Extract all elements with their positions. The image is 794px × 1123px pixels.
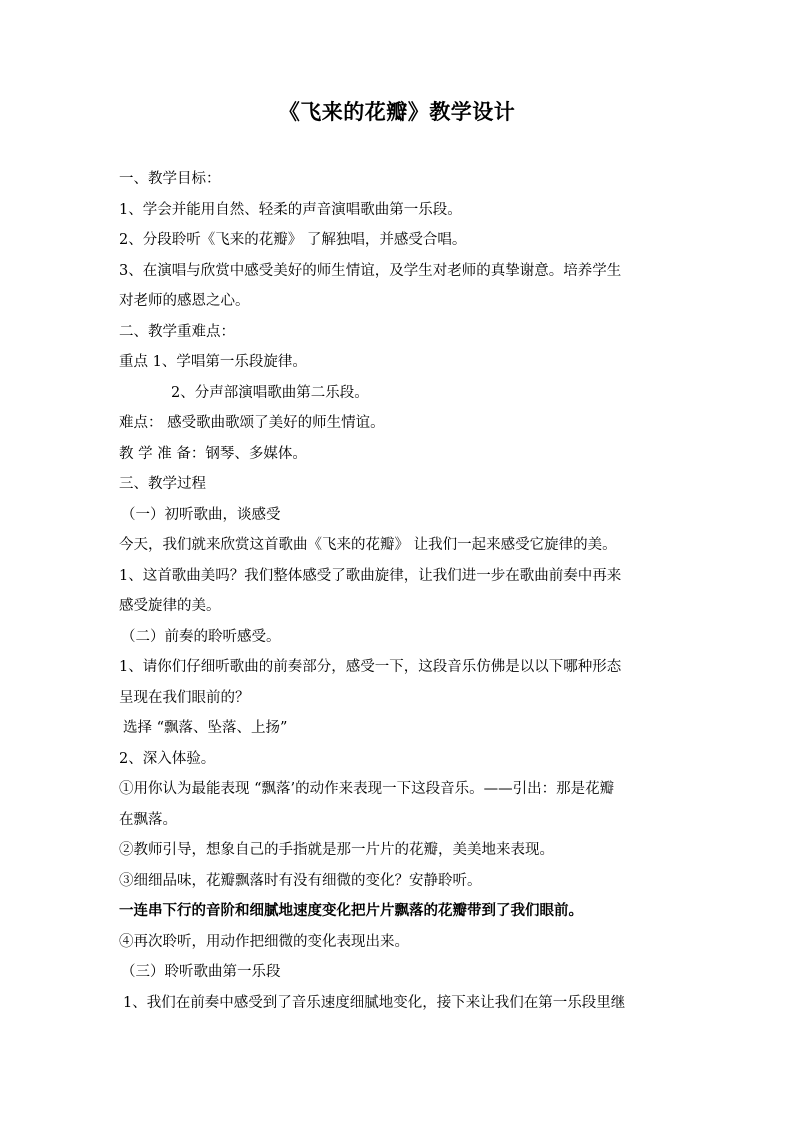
paragraph-2-cont: 呈现在我们眼前的？	[119, 689, 250, 706]
subsection-1: （一）初听歌曲，谈感受	[121, 506, 281, 523]
emphasis-line: 一连串下行的音阶和细腻地速度变化把片片飘落的花瓣带到了我们眼前。	[119, 902, 583, 919]
section-heading-key-points: 二、教学重难点：	[119, 323, 235, 340]
paragraph-2: 1、请你们仔细听歌曲的前奏部分，感受一下，这段音乐仿佛是以以下哪种形态	[119, 659, 622, 675]
section-heading-objectives: 一、教学目标：	[119, 171, 221, 187]
objective-3-cont: 对老师的感恩之心。	[119, 293, 250, 309]
choice-line: 选择 “飘落、坠落、上扬”	[123, 720, 288, 736]
document-title: 《飞来的花瓣》教学设计	[278, 99, 516, 124]
step-circle-1: ①用你认为最能表现 “飘落’的动作来表现一下这段音乐。——引出：那是花瓣	[119, 781, 615, 797]
step-circle-4: ④再次聆听，用动作把细微的变化表现出来。	[119, 933, 409, 950]
key-point-1: 重点 1、学唱第一乐段旋律。	[119, 354, 307, 370]
subsection-3: （三）聆听歌曲第一乐段	[121, 964, 281, 980]
teaching-preparation: 教 学 准 备：钢琴、多媒体。	[119, 445, 307, 462]
key-point-2: 2、分声部演唱歌曲第二乐段。	[171, 384, 369, 401]
step-circle-1-cont: 在飘落。	[119, 811, 177, 828]
step-circle-3: ③细细品味，花瓣飘落时有没有细微的变化？安静聆听。	[119, 872, 482, 889]
objective-3: 3、在演唱与欣赏中感受美好的师生情谊，及学生对老师的真挚谢意。培养学生	[119, 262, 622, 279]
step-circle-2: ②教师引导，想象自己的手指就是那一片片的花瓣，美美地来表现。	[119, 842, 554, 858]
document-body	[119, 164, 679, 1018]
section-heading-process: 三、教学过程	[119, 476, 206, 492]
step-2: 2、深入体验。	[119, 750, 216, 767]
paragraph-1-cont: 感受旋律的美。	[119, 598, 221, 614]
paragraph-intro: 今天，我们就来欣赏这首歌曲《飞来的花瓣》 让我们一起来感受它旋律的美。	[119, 537, 617, 553]
objective-1: 1、学会并能用自然、轻柔的声音演唱歌曲第一乐段。	[119, 201, 462, 218]
subsection-2: （二）前奏的聆听感受。	[121, 628, 281, 645]
paragraph-1: 1、这首歌曲美吗？我们整体感受了歌曲旋律，让我们进一步在歌曲前奏中再来	[119, 567, 622, 584]
paragraph-3: 1、我们在前奏中感受到了音乐速度细腻地变化，接下来让我们在第一乐段里继	[123, 994, 626, 1011]
difficulty: 难点： 感受歌曲歌颂了美好的师生情谊。	[119, 415, 385, 431]
objective-2: 2、分段聆听《飞来的花瓣》 了解独唱，并感受合唱。	[119, 232, 467, 248]
